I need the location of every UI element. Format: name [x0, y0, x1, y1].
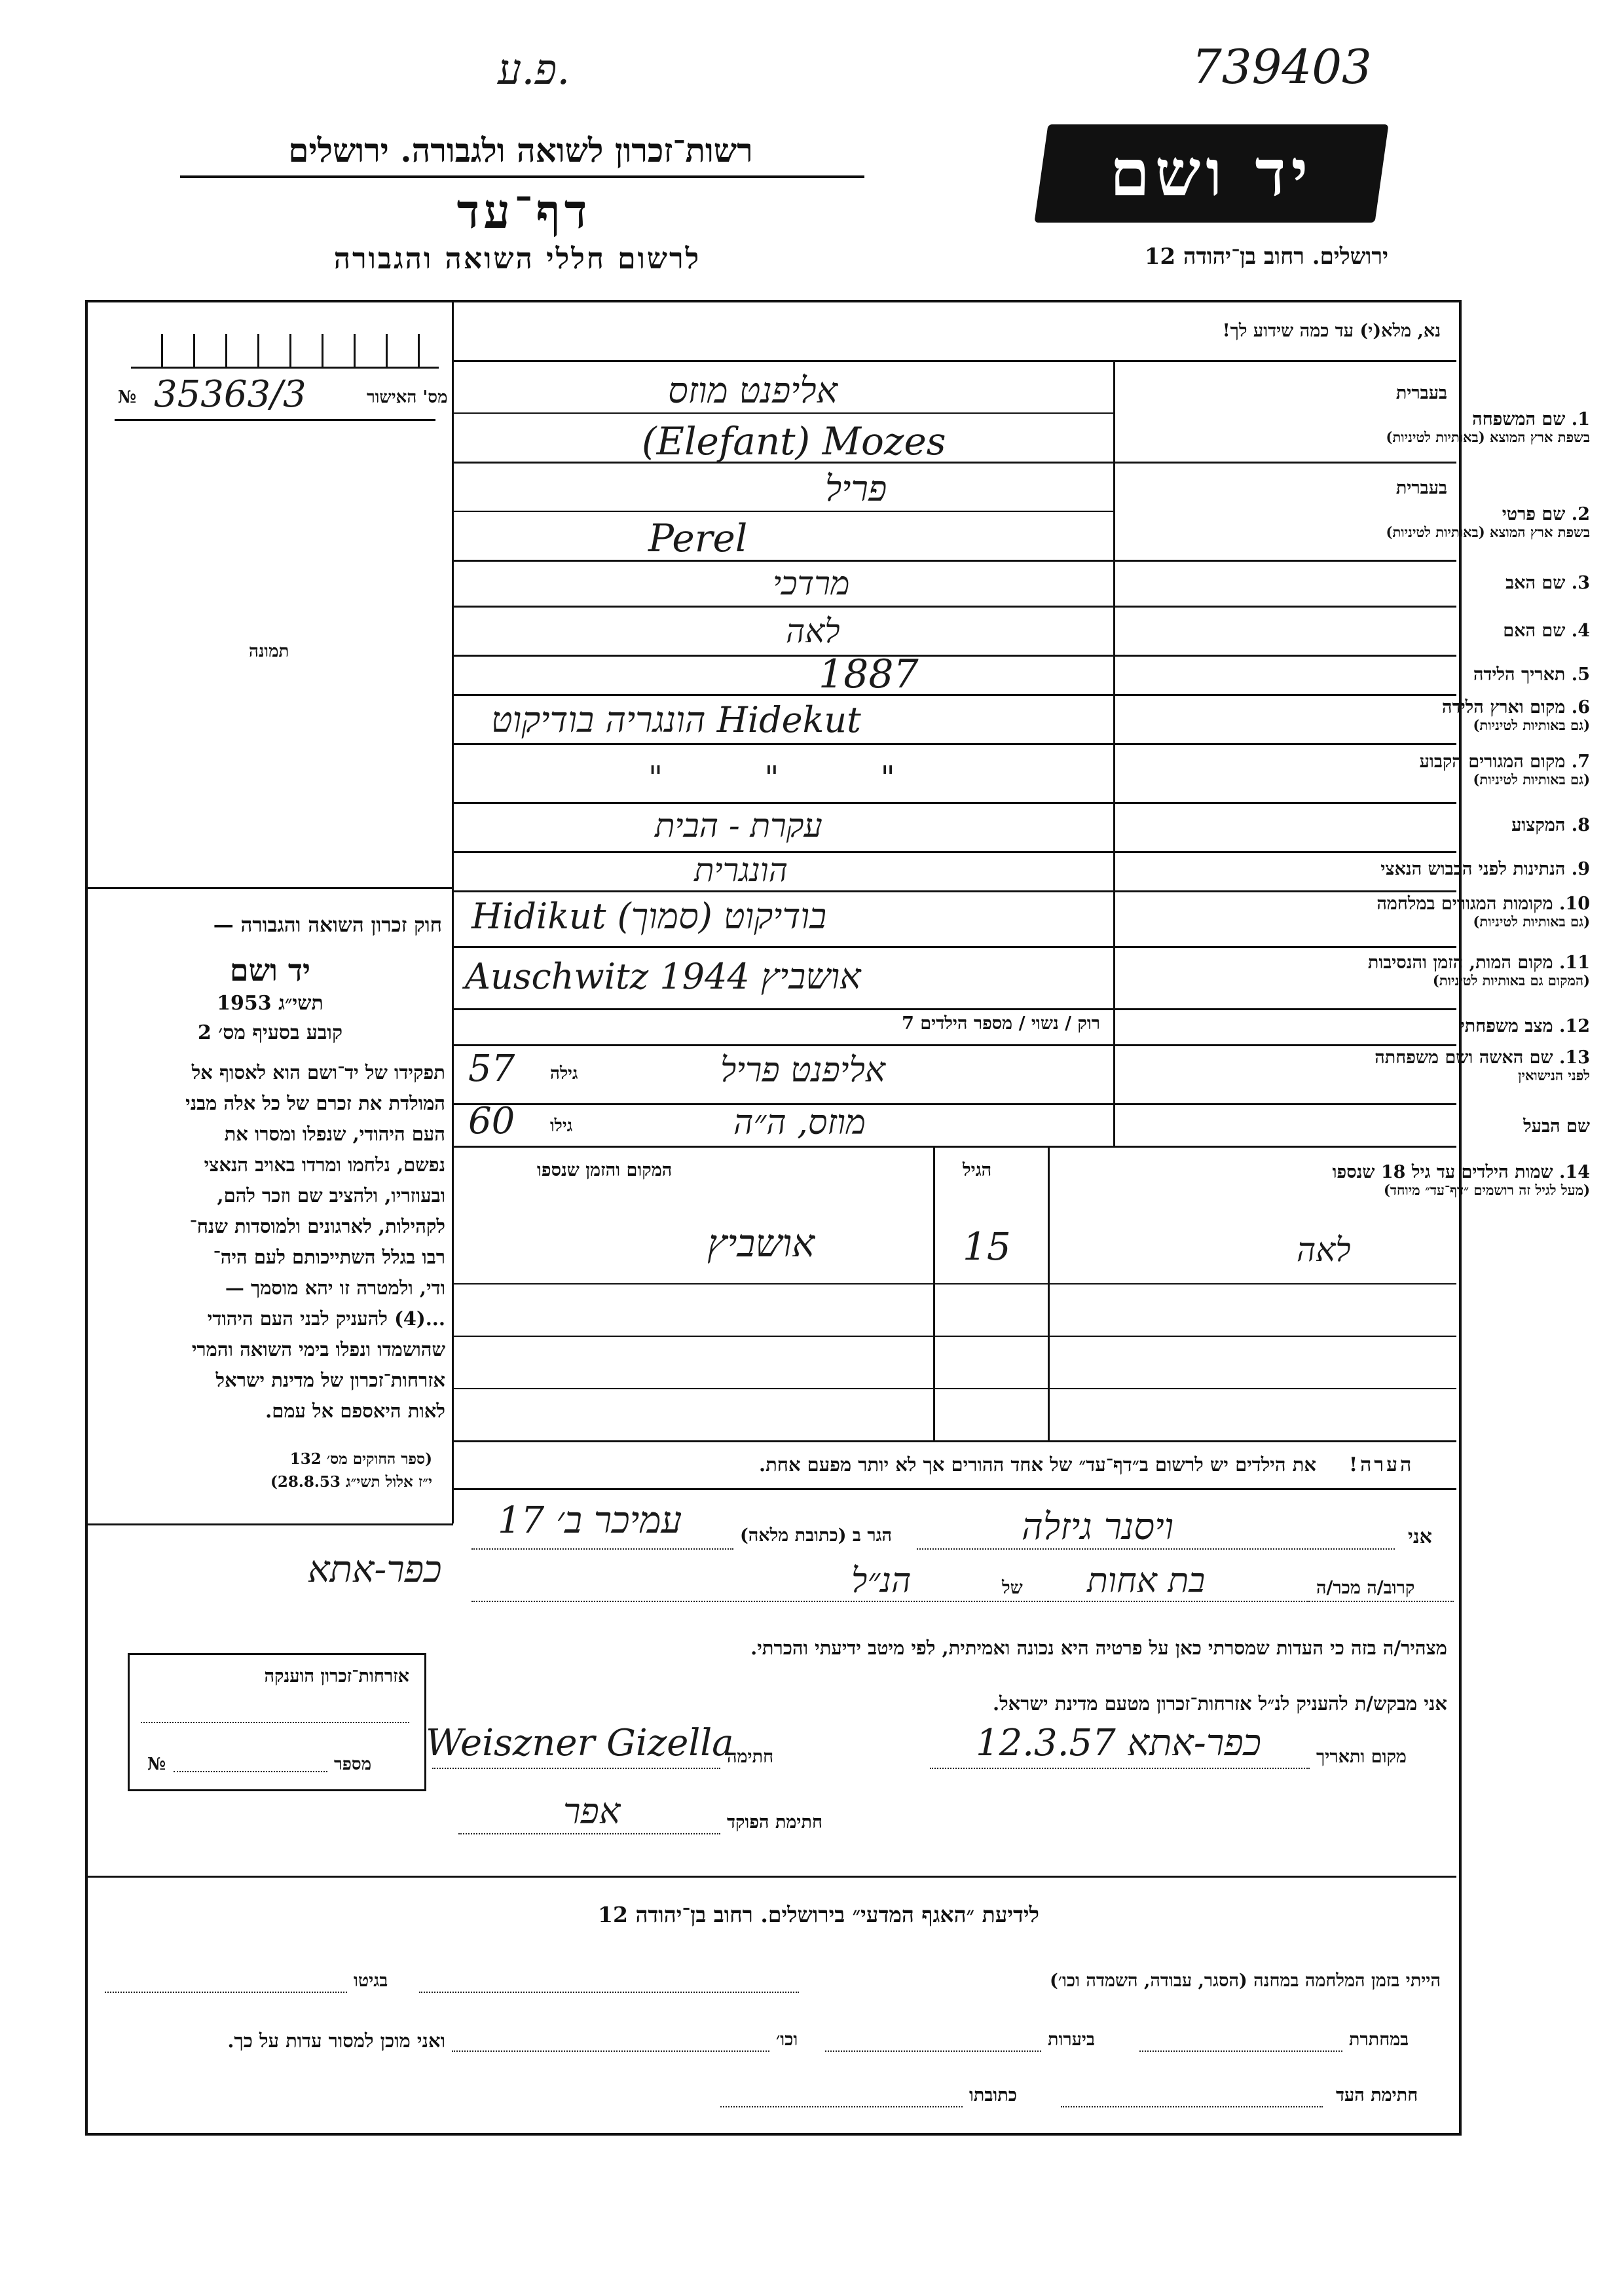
- row-rule: [453, 1103, 1456, 1105]
- footer-line3-a: חתימת העד: [1336, 2085, 1418, 2105]
- signature-value: Weiszner Gizella: [426, 1722, 734, 1764]
- wife-age-label: גילה: [550, 1064, 578, 1084]
- logo-text: יד ושם: [1109, 136, 1314, 211]
- declaration-relative-value: בת אחות: [1087, 1561, 1206, 1601]
- declaration-i-value: ויסנר גיזלה: [1022, 1506, 1174, 1548]
- law-line: רבו בגלל השתייכותם לעם היה־: [213, 1246, 445, 1268]
- field-8-value: עקרת - הבית: [655, 807, 822, 845]
- institution-name: רשות־זכרון לשואה ולגבורה. ירושלים: [288, 131, 753, 170]
- field-10-num: 10.: [1559, 894, 1590, 914]
- declaration-resident-value: עמיכר ב׳ 17: [498, 1499, 682, 1542]
- child-1-place: אושביץ: [707, 1221, 815, 1266]
- field-2-name: שם פרטי: [1502, 504, 1566, 524]
- field-11-label: [1368, 953, 1590, 989]
- certificate-underline: [115, 419, 435, 421]
- citizenship-title: אזרחות־זכרון הוענקה: [264, 1666, 409, 1686]
- row-rule: [453, 560, 1456, 562]
- field-3-name: שם האב: [1505, 573, 1566, 593]
- field-6-name: מקום וארץ הלידה: [1442, 697, 1566, 718]
- instructions: נא, מלא(י) עד כמה שידוע לך!: [1222, 321, 1441, 341]
- citizenship-number-label: מספר: [334, 1755, 372, 1774]
- children-row-rule: [453, 1283, 1456, 1285]
- children-title: שמות הילדים עד גיל 18 שנספו: [1332, 1162, 1553, 1182]
- field-10-value: Hidikut (סמוך) בודיקוט: [471, 896, 827, 937]
- left-panel-bottom: [88, 1523, 453, 1525]
- row-subrule: [453, 511, 1113, 512]
- field-1-value-hebrew: אליפנט מוזס: [668, 370, 838, 411]
- footer-line1-b: בגיטו: [354, 1971, 388, 1991]
- footer-title: לידיעת ״האגף המדעי״ בירושלים. רחוב בן־יהודה 12: [598, 1902, 1039, 1927]
- certificate-number: 35363/3: [154, 373, 306, 416]
- row-rule: [453, 1044, 1456, 1046]
- law-line: העם היהודי, שנפלו ומסרו את: [224, 1123, 445, 1145]
- children-col-age: הגיל: [963, 1160, 992, 1180]
- declaration-relative-line: [1048, 1601, 1310, 1602]
- law-line: אזרחות־זכרון של מדינת ישראל: [215, 1369, 445, 1391]
- footer-line3-field-b: [720, 2106, 963, 2107]
- declaration-statement: מצהיר/ה בזה כי העדות שמסרתי כאן על פרטיה היא נכונה ואמיתית, לפי מיטב ידיעתי והכרתי.: [750, 1637, 1447, 1659]
- row-rule: [453, 694, 1456, 696]
- form-title: דף־עד: [456, 183, 591, 239]
- law-line: לקהילות, לארגונים ולמוסדות שנח־: [189, 1215, 445, 1237]
- field-9-num: 9.: [1571, 859, 1590, 879]
- field-11-num: 11.: [1559, 953, 1590, 973]
- yad-vashem-logo: [1034, 124, 1388, 223]
- field-2-value-latin: Perel: [648, 516, 748, 560]
- row-rule: [453, 946, 1456, 948]
- field-9-name: הנתינות לפני הכבוש הנאצי: [1380, 859, 1566, 879]
- law-source-1: (ספר החוקים מס׳ 132: [289, 1450, 432, 1468]
- left-panel-divider: [452, 302, 454, 1523]
- field-3-label: [1505, 573, 1590, 593]
- field-4-num: 4.: [1571, 621, 1590, 641]
- law-line: שהושמדו ונפלו בימי השואה והמרי: [191, 1338, 445, 1360]
- officer-label: חתימת הפוקד: [727, 1812, 822, 1832]
- law-line: המולדת את זכרם של כל אלה מבני: [185, 1092, 445, 1114]
- footer-line1-field-b: [105, 1992, 347, 1993]
- field-10-name: מקומות המגורים במלחמה: [1376, 894, 1553, 914]
- place-date-value: כפר-אתא 12.3.57: [976, 1722, 1262, 1764]
- footer-line2-d: ואני מוכן למסור עדות על כך.: [227, 2030, 445, 2052]
- field-10-label: [1376, 894, 1590, 930]
- row-rule: [453, 462, 1456, 464]
- field-7-name: מקום המגורים הקבוע: [1419, 752, 1566, 772]
- certificate-ticks: [131, 334, 439, 369]
- field-12-name: מצב משפחתי: [1460, 1016, 1553, 1036]
- row-rule: [453, 1008, 1456, 1010]
- signature-label: חתימה: [727, 1747, 774, 1767]
- place-date-line: [930, 1768, 1310, 1769]
- law-line: נפשם, נלחמו ומרדו באויב הנאצי: [204, 1154, 445, 1176]
- certificate-label: מס' האישור: [367, 388, 448, 407]
- officer-line: [458, 1833, 720, 1834]
- husband-age-label: גילו: [550, 1116, 573, 1136]
- law-clause: קובע בסעיף מס׳ 2: [197, 1021, 343, 1044]
- footer-line2-field-c: [452, 2050, 769, 2052]
- field-2-label: [1386, 504, 1590, 540]
- field-11-name: מקום המות, הזמן והנסיבות: [1367, 953, 1553, 973]
- child-1-age: 15: [963, 1224, 1011, 1269]
- field-4-label: [1503, 621, 1590, 641]
- row-rule: [453, 851, 1456, 853]
- law-title: חוק זכרון השואה והגבורה —: [213, 913, 442, 937]
- note-text: את הילדים יש לרשום ב״דף־עד״ של אחד ההורים אך לא יותר מפעם אחת.: [759, 1453, 1316, 1476]
- field-8-label: [1511, 815, 1590, 835]
- field-13-value: אליפנט פריל: [720, 1051, 886, 1090]
- field-3-value: מרדכי: [773, 564, 850, 602]
- child-1-name: לאה: [1297, 1231, 1351, 1269]
- law-source-2: י״ז אלול תשי״ג 28.8.53): [270, 1473, 432, 1491]
- field-2-sub: בשפת ארץ המוצא (באותיות לטיניות): [1386, 524, 1590, 541]
- certificate-no-sign: №: [118, 388, 137, 407]
- field-8-name: המקצוע: [1511, 815, 1566, 835]
- field-12-num: 12.: [1559, 1016, 1590, 1036]
- field-5-num: 5.: [1571, 665, 1590, 685]
- field-8-num: 8.: [1571, 815, 1590, 835]
- footer-line1-a: הייתי בזמן המלחמה במחנה (הסגר, עבודה, השמדה וכו׳): [1050, 1971, 1441, 1991]
- declaration-resident-label: הגר ב (כתובת מלאה): [740, 1525, 893, 1546]
- row-subrule: [453, 412, 1113, 414]
- form-subtitle: לרשום חללי השואה והגבורה: [333, 242, 701, 276]
- declaration-of-value: הנ״ל: [851, 1561, 912, 1601]
- wife-age-value: 57: [468, 1048, 515, 1090]
- field-11-value: Auschwitz 1944 אושביץ: [465, 956, 861, 997]
- law-body: [98, 1057, 445, 1427]
- row-rule: [453, 743, 1456, 745]
- field-12-label: [1460, 1016, 1590, 1036]
- field-2-value-hebrew: פריל: [825, 468, 887, 509]
- declaration-resident-line: [471, 1548, 733, 1550]
- footer-line2-a: במחתרת: [1349, 2030, 1409, 2050]
- place-date-label: מקום ותאריך: [1316, 1747, 1407, 1767]
- field-6-label: [1442, 697, 1590, 733]
- field-5-value: 1887: [819, 651, 919, 697]
- photo-label: תמונה: [249, 642, 289, 661]
- row-rule: [453, 890, 1456, 892]
- footer-line3-field-a: [1061, 2106, 1323, 2107]
- husband-label: שם הבעל: [1523, 1116, 1590, 1137]
- field-12-value: רוק / נשוי / מספר הילדים 7: [902, 1013, 1100, 1034]
- field-9-value: הונגרית: [694, 851, 788, 889]
- row-rule: [453, 655, 1456, 657]
- children-col-age-left: [933, 1148, 935, 1442]
- declaration-of-label: של: [1002, 1578, 1023, 1598]
- field-1-side-label: בעברית: [1395, 383, 1447, 403]
- field-1-value-latin: (Elefant) Mozes: [642, 419, 946, 464]
- footer-line2-field-a: [1139, 2050, 1342, 2052]
- husband-value: מוזס, ה״ה: [733, 1103, 866, 1142]
- signature-line: [432, 1768, 720, 1769]
- children-sub: (מעל לגיל זה רושמים ״דף־עד״ מיוחד): [1383, 1182, 1590, 1199]
- children-label: [1333, 1162, 1590, 1198]
- declaration-i-line: [917, 1548, 1395, 1550]
- field-1-num: 1.: [1571, 409, 1590, 429]
- label-column-divider: [1113, 362, 1115, 1146]
- footer-line2-b: ביערות: [1048, 2030, 1096, 2050]
- field-13-name: שם האשה ושם משפחתה: [1375, 1048, 1553, 1068]
- children-num: 14.: [1559, 1162, 1590, 1182]
- field-13-label: [1375, 1048, 1590, 1084]
- field-10-sub: (גם באותיות לטיניות): [1473, 913, 1590, 930]
- footer-line2-field-b: [825, 2050, 1041, 2052]
- children-row-rule: [453, 1336, 1456, 1337]
- address: ירושלים. רחוב בן־יהודה 12: [1144, 244, 1388, 270]
- record-number-handwritten: 739403: [1192, 39, 1372, 94]
- officer-signature: אפר: [563, 1791, 621, 1832]
- field-7-sub: (גם באותיות לטיניות): [1473, 771, 1590, 788]
- footer-line3-b: כתובתו: [969, 2085, 1017, 2105]
- children-row-rule: [453, 1388, 1456, 1389]
- declaration-request: אני מבקש/ת להעניק לנ״ל אזרחות־זכרון מטעם מדינת ישראל.: [993, 1692, 1447, 1715]
- note-label: הערה!: [1349, 1453, 1414, 1476]
- law-line: ...(4) להעניק לבני העם היהודי: [207, 1307, 445, 1330]
- field-11-sub: (המקום גם באותיות לטיניות): [1432, 972, 1590, 989]
- field-6-sub: (גם באותיות לטיניות): [1473, 717, 1590, 734]
- field-2-num: 2.: [1571, 504, 1590, 524]
- field-5-name: תאריך הלידה: [1473, 665, 1566, 685]
- row-rule: [453, 802, 1456, 804]
- instructions-rule: [453, 360, 1456, 362]
- husband-age-value: 60: [468, 1100, 515, 1142]
- field-7-value: " " ": [648, 759, 895, 796]
- declaration-city-value: כפר-אתא: [308, 1548, 442, 1591]
- footer-line2-c: וכו׳: [776, 2030, 798, 2050]
- field-5-label: [1473, 665, 1590, 685]
- law-year: תשי״ג 1953: [217, 992, 323, 1015]
- citizenship-line: [141, 1722, 409, 1723]
- children-col-place: המקום והזמן שנספו: [537, 1160, 673, 1180]
- field-6-value: הונגריה בודיקוט Hidekut: [491, 699, 861, 740]
- field-13-num: 13.: [1559, 1048, 1590, 1068]
- file-mark-handwritten: פ.ע.: [498, 46, 570, 94]
- law-line: תפקידו של יד־ושם הוא לאסוף אל: [191, 1061, 445, 1084]
- children-col-age-right: [1048, 1148, 1050, 1442]
- law-line: ודי, ולמטרה זו יהא מוסמך —: [225, 1277, 445, 1299]
- declaration-relative-label: קרוב/ה מכר/ה: [1316, 1578, 1415, 1598]
- field-4-name: שם האם: [1503, 621, 1566, 641]
- field-9-label: [1380, 859, 1590, 879]
- footer-line1-field-a: [419, 1992, 799, 1993]
- citizenship-number-line: [174, 1771, 327, 1772]
- law-line: לאות היאספם אל עמם.: [265, 1400, 445, 1422]
- field-6-num: 6.: [1571, 697, 1590, 718]
- field-2-side-label: בעברית: [1395, 478, 1447, 498]
- law-top-rule: [88, 887, 453, 889]
- citizenship-number-sign: №: [147, 1755, 166, 1774]
- declaration-i-label: אני: [1408, 1525, 1432, 1548]
- law-name: יד ושם: [229, 953, 311, 988]
- field-1-name: שם המשפחה: [1472, 409, 1566, 429]
- institution-underline: [180, 175, 864, 178]
- law-line: ובעוזריו, ולהציב שם וזכר להם,: [217, 1184, 445, 1207]
- field-7-num: 7.: [1571, 752, 1590, 772]
- field-1-label: [1386, 409, 1590, 445]
- field-1-sub: בשפת ארץ המוצא (באותיות לטיניות): [1386, 429, 1590, 446]
- field-4-value: לאה: [786, 612, 840, 650]
- field-3-num: 3.: [1571, 573, 1590, 593]
- field-7-label: [1420, 752, 1590, 788]
- field-13-sub: לפני הנישואין: [1518, 1067, 1590, 1084]
- footer-divider: [88, 1876, 1456, 1878]
- row-rule: [453, 1146, 1456, 1148]
- row-rule: [453, 606, 1456, 608]
